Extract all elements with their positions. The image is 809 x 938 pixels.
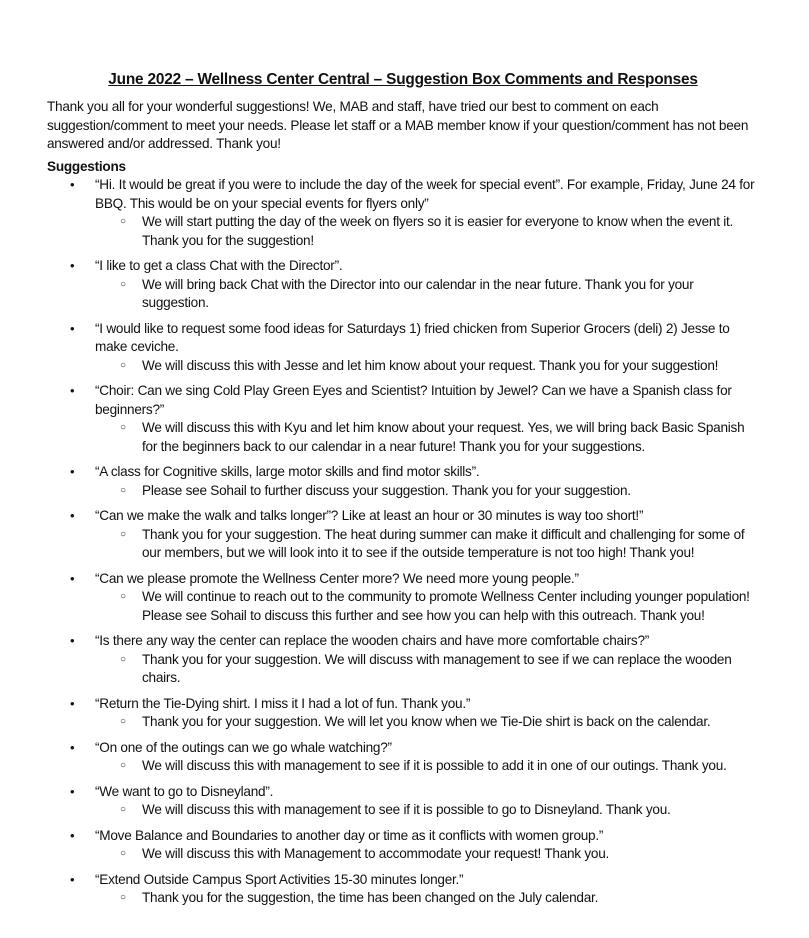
suggestion-text: • “Can we make the walk and talks longer”? Like at least an hour or 30 minutes is way too short!” xyxy=(95,508,644,523)
suggestion-text: • “I like to get a class Chat with the Director”. xyxy=(95,258,343,273)
suggestion-item xyxy=(47,695,759,732)
suggestion-response: ○ We will discuss this with Management to accommodate your request! Thank you. xyxy=(95,845,759,864)
suggestion-response: ○ Thank you for your suggestion. The heat during summer can make it difficult and challenging for some of our members, but we will look into it to see if the outside temperature is not too high! Thank you! xyxy=(95,526,759,563)
suggestion-item xyxy=(47,507,759,563)
page-title: June 2022 – Wellness Center Central – Suggestion Box Comments and Responses xyxy=(108,71,698,88)
suggestion-response: ○ Thank you for your suggestion. We will discuss with management to see if we can replace the wooden chairs. xyxy=(95,651,759,688)
suggestion-text: • “I would like to request some food ideas for Saturdays 1) fried chicken from Superior Grocers (deli) 2) Jesse to make ceviche. xyxy=(95,320,730,354)
suggestion-item xyxy=(47,382,759,456)
suggestion-text: • “Choir: Can we sing Cold Play Green Eyes and Scientist? Intuition by Jewel? Can we have a Spanish class for beginners?” xyxy=(95,383,732,417)
suggestion-item xyxy=(47,739,759,776)
suggestion-response: ○ We will discuss this with Kyu and let him know about your request. Yes, we will bring back Basic Spanish for the beginners back to our calendar in a near future! Thank you for your suggestions. xyxy=(95,419,759,456)
suggestion-text: • “On one of the outings can we go whale watching?” xyxy=(95,739,392,755)
suggestion-list xyxy=(47,176,759,908)
suggestion-item xyxy=(47,570,759,626)
suggestion-response: ○ We will continue to reach out to the community to promote Wellness Center including younger population! Please see Sohail to discuss this further and see how you can help with this outreach. Thank you! xyxy=(95,588,759,625)
suggestion-response: ○ We will bring back Chat with the Director into our calendar in the near future. Thank you for your suggestion. xyxy=(95,276,759,313)
suggestion-item xyxy=(47,257,759,313)
suggestion-text: • “We want to go to Disneyland”. xyxy=(95,783,274,799)
suggestion-response: ○ We will discuss this with management to see if it is possible to go to Disneyland. Thank you. xyxy=(95,801,759,820)
suggestion-response: ○ We will discuss this with management to see if it is possible to add it in one of our outings. Thank you. xyxy=(95,757,759,776)
suggestion-response: ○ Thank you for the suggestion, the time has been changed on the July calendar. xyxy=(95,889,759,908)
suggestion-item xyxy=(47,463,759,500)
suggestion-response: ○ We will discuss this with Jesse and let him know about your request. Thank you for your suggestion! xyxy=(95,357,759,376)
section-heading: Suggestions xyxy=(47,158,126,174)
suggestion-text: • “Hi. It would be great if you were to include the day of the week for special event”. For example, Friday, June 24 for BBQ. This would be on your special events for flyers only” xyxy=(95,177,755,211)
suggestion-response: ○ We will start putting the day of the week on flyers so it is easier for everyone to know when the event it. Thank you for the suggestion! xyxy=(95,213,759,250)
suggestion-item xyxy=(47,871,759,908)
suggestion-item xyxy=(47,783,759,820)
suggestion-response: ○ Thank you for your suggestion. We will let you know when we Tie-Die shirt is back on the calendar. xyxy=(95,713,759,732)
suggestion-text: • “Can we please promote the Wellness Center more? We need more young people.” xyxy=(95,570,579,586)
suggestion-text: • “Extend Outside Campus Sport Activities 15-30 minutes longer.” xyxy=(95,871,464,887)
suggestion-text: • “A class for Cognitive skills, large motor skills and find motor skills”. xyxy=(95,464,480,479)
suggestion-item xyxy=(47,176,759,250)
suggestion-text: • “Is there any way the center can replace the wooden chairs and have more comfortable chairs?” xyxy=(95,633,650,648)
suggestion-item xyxy=(47,827,759,864)
suggestion-item xyxy=(47,632,759,688)
suggestion-item xyxy=(47,320,759,376)
intro-paragraph: Thank you all for your wonderful suggestions! We, MAB and staff, have tried our best to comment on each suggestion/comment to meet your needs. Please let staff or a MAB member know if your question/comment has not been answered and/or addressed. Thank you! xyxy=(47,99,749,151)
suggestion-text: • “Move Balance and Boundaries to another day or time as it conflicts with women group.” xyxy=(95,827,604,843)
suggestion-response: ○ Please see Sohail to further discuss your suggestion. Thank you for your suggestion. xyxy=(95,482,759,501)
suggestion-text: • “Return the Tie-Dying shirt. I miss it I had a lot of fun. Thank you.” xyxy=(95,695,471,711)
